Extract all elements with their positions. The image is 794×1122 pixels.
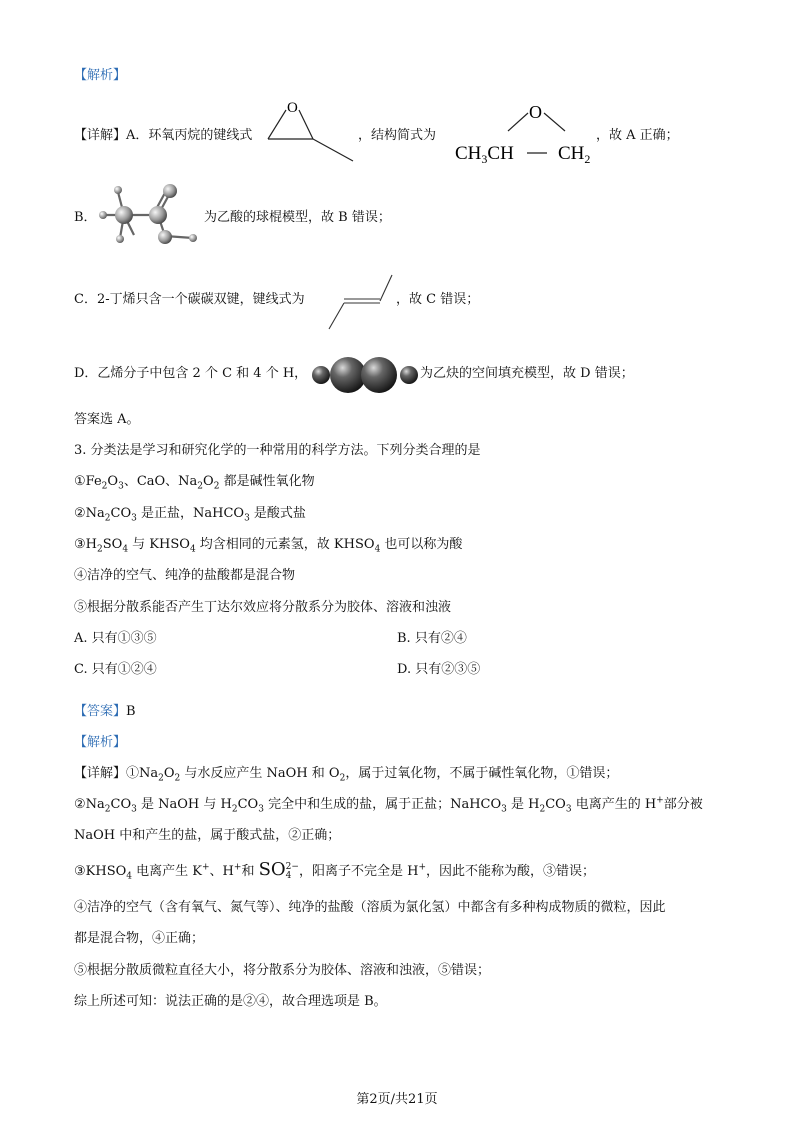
explanation-3: $③KHSO_4$ 电离产生 K+、H+和 SO 2− 4 ，阳离子不完全是 H+，因此不能称为酸，③错误； [74, 859, 595, 882]
structure-o-label: O [529, 102, 542, 122]
question-3-stem: 3. 分类法是学习和研究化学的一种常用的科学方法。下列分类合理的是 [74, 443, 481, 458]
detail-d-text: D．乙烯分子中包含 2 个 C 和 4 个 H， [74, 366, 308, 381]
sub-3: 3 [481, 152, 488, 166]
oxygen-atom-label: O [287, 100, 298, 116]
explanation-4-continued: 都是混合物，④正确； [74, 931, 205, 946]
option-b: B. 只有②④ [397, 631, 467, 646]
page-number: 第2页/共21页 [356, 1092, 438, 1107]
explanation-4: ④洁净的空气（含有氧气、氮气等）、纯净的盐酸（溶质为氯化氢）中都含有多种构成物质的微粒，因此 [74, 900, 666, 915]
acetic-acid-ball-stick-model [98, 182, 203, 247]
explanation-2: $②Na_2CO_3$ 是 NaOH 与 $H_2CO_3$ 完全中和生成的盐，属于正盐；NaHCO$_3$ 是 $H_2CO_3$ 电离产生的 H+部分被 [74, 795, 703, 815]
question-3-statement-5: ⑤根据分散系能否产生丁达尔效应将分散系分为胶体、溶液和浊液 [74, 600, 452, 615]
explanation-6: 综上所述可知：说法正确的是②④，故合理选项是 B。 [74, 994, 387, 1009]
acetylene-space-filling-model [311, 355, 421, 395]
detail-c-text: C．2-丁烯只含一个碳碳双键，键线式为 [74, 292, 305, 307]
answer-heading: 【答案】B [74, 704, 136, 719]
detail-c-post: ，故 C 错误； [396, 292, 480, 307]
structure-right-group: $CH_2$ [558, 143, 591, 166]
explanation-2-continued: NaOH 中和产生的盐，属于酸式盐，②正确； [74, 828, 341, 843]
option-a: A. 只有①③⑤ [74, 631, 157, 646]
question-3-statement-4: ④洁净的空气、纯净的盐酸都是混合物 [74, 568, 296, 583]
analysis-heading-1: 【解析】 [74, 68, 127, 83]
question-3-statement-1: $①Fe_2O_3$、CaO、$Na_2O_2$ 都是碱性氧化物 [74, 474, 315, 492]
detail-a-text-3: ，故 A 正确； [596, 128, 679, 143]
detail-a-text-1: 【详解】A．环氧丙烷的键线式 [74, 128, 253, 143]
structure-left-group: $CH_3CH$ [455, 143, 514, 166]
explanation-5: ⑤根据分散质微粒直径大小，将分散系分为胶体、溶液和浊液，⑤错误； [74, 963, 491, 978]
question-3-statement-2: $②Na_2CO_3$ 是正盐，NaHCO$_3$ 是酸式盐 [74, 506, 306, 524]
option-d: D. 只有②③⑤ [397, 662, 481, 677]
epoxypropane-skeletal-diagram [265, 96, 360, 166]
detail-b-label: B． [74, 210, 97, 225]
explanation-1: 【详解】$①Na_2O_2$ 与水反应产生 NaOH 和 $O_2$，属于过氧化物，不属于碱性氧化物，①错误； [74, 766, 619, 784]
detail-b-text: 为乙酸的球棍模型，故 B 错误； [204, 210, 391, 225]
detail-a-text-2: ，结构简式为 [358, 128, 437, 143]
detail-d-post: 为乙炔的空间填充模型，故 D 错误； [420, 366, 634, 381]
2-butene-skeletal-diagram [326, 273, 396, 333]
answer-a-text: 答案选 A。 [74, 412, 140, 427]
analysis-heading-2: 【解析】 [74, 735, 127, 750]
question-3-statement-3: $③H_2SO_4$ 与 $KHSO_4$ 均含相同的元素氢，故 $KHSO_4$ 也可以称为酸 [74, 537, 463, 555]
epoxypropane-structure-formula [453, 98, 598, 168]
option-c: C. 只有①②④ [74, 662, 157, 677]
